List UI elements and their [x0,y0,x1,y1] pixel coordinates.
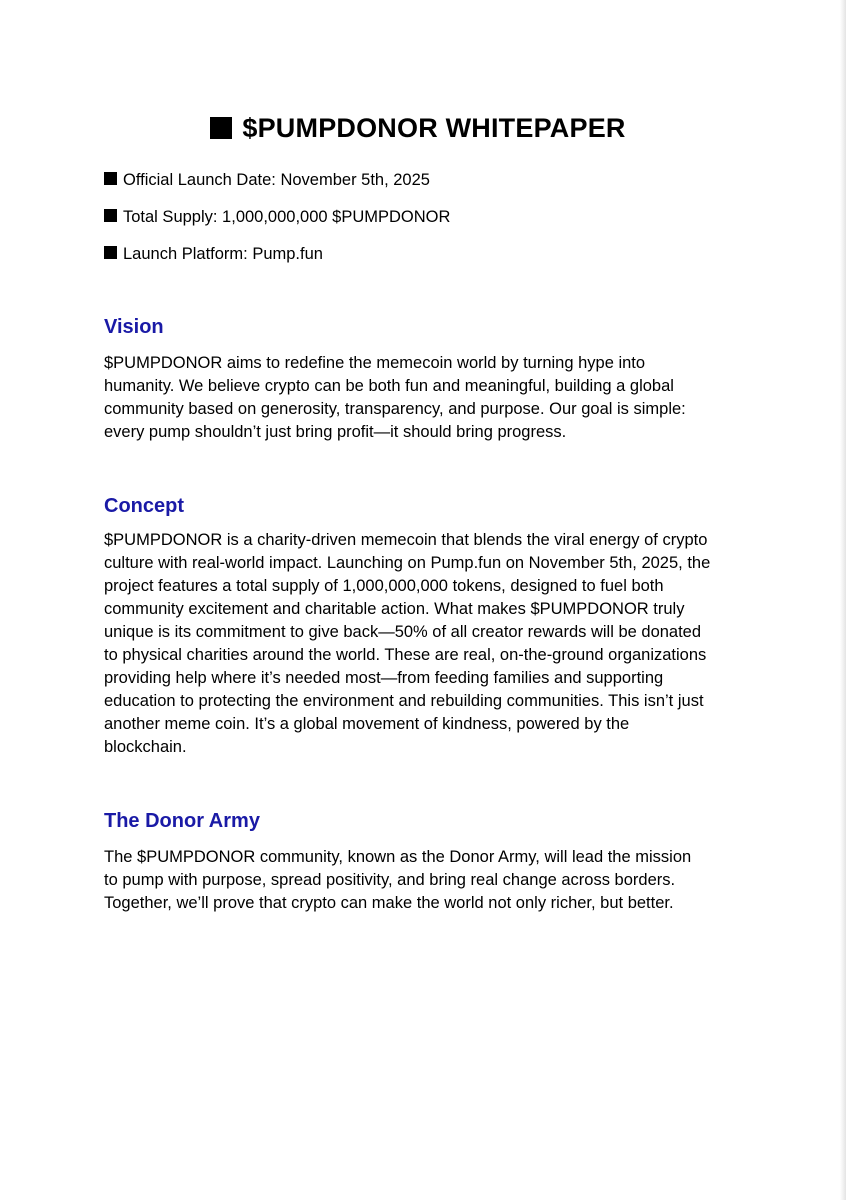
paragraph-line: to physical charities around the world. These are real, on-the-ground organizations [104,646,707,664]
paragraph-line: every pump shouldn’t just bring profit—it should bring progress. [104,423,567,441]
document-title [104,108,732,148]
black-square-icon [104,246,117,259]
paragraph-line: to pump with purpose, spread positivity, and bring real change across borders. [104,871,676,889]
launch-platform-line [104,243,323,265]
paragraph-line: unique is its commitment to give back—50% of all creator rewards will be donated [104,623,702,641]
paragraph-line: another meme coin. It’s a global movement of kindness, powered by the [104,715,630,733]
section-heading-vision: Vision [104,316,164,338]
paragraph-line: community excitement and charitable action. What makes $PUMPDONOR truly [104,600,685,618]
paragraph-line: providing help where it’s needed most—from feeding families and supporting [104,669,664,687]
black-square-icon [210,117,232,139]
launch-platform-text: Launch Platform: Pump.fun [123,245,323,263]
paragraph-line: Together, we’ll prove that crypto can make the world not only richer, but better. [104,894,674,912]
paragraph-line: $PUMPDONOR is a charity-driven memecoin that blends the viral energy of crypto [104,531,708,549]
paragraph-line: community based on generosity, transparency, and purpose. Our goal is simple: [104,400,686,418]
launch-date-line [104,169,430,191]
section-body-vision [104,352,740,444]
launch-date-text: Official Launch Date: November 5th, 2025 [123,171,430,189]
black-square-icon [104,209,117,222]
paragraph-line: humanity. We believe crypto can be both fun and meaningful, building a global [104,377,674,395]
paragraph-line: The $PUMPDONOR community, known as the Donor Army, will lead the mission [104,848,692,866]
paragraph-line: education to protecting the environment and rebuilding communities. This isn’t just [104,692,704,710]
total-supply-line [104,206,450,228]
page-edge-shadow [840,0,846,1200]
section-body-donor-army [104,846,740,915]
paragraph-line: project features a total supply of 1,000,000,000 tokens, designed to fuel both [104,577,664,595]
total-supply-text: Total Supply: 1,000,000,000 $PUMPDONOR [123,208,451,226]
paragraph-line: blockchain. [104,738,187,756]
section-heading-donor-army: The Donor Army [104,810,260,832]
paragraph-line: culture with real-world impact. Launching on Pump.fun on November 5th, 2025, the [104,554,711,572]
section-heading-concept: Concept [104,495,184,517]
black-square-icon [104,172,117,185]
document-title-text: $PUMPDONOR WHITEPAPER [242,113,626,143]
paragraph-line: $PUMPDONOR aims to redefine the memecoin world by turning hype into [104,354,646,372]
section-body-concept [104,529,740,759]
